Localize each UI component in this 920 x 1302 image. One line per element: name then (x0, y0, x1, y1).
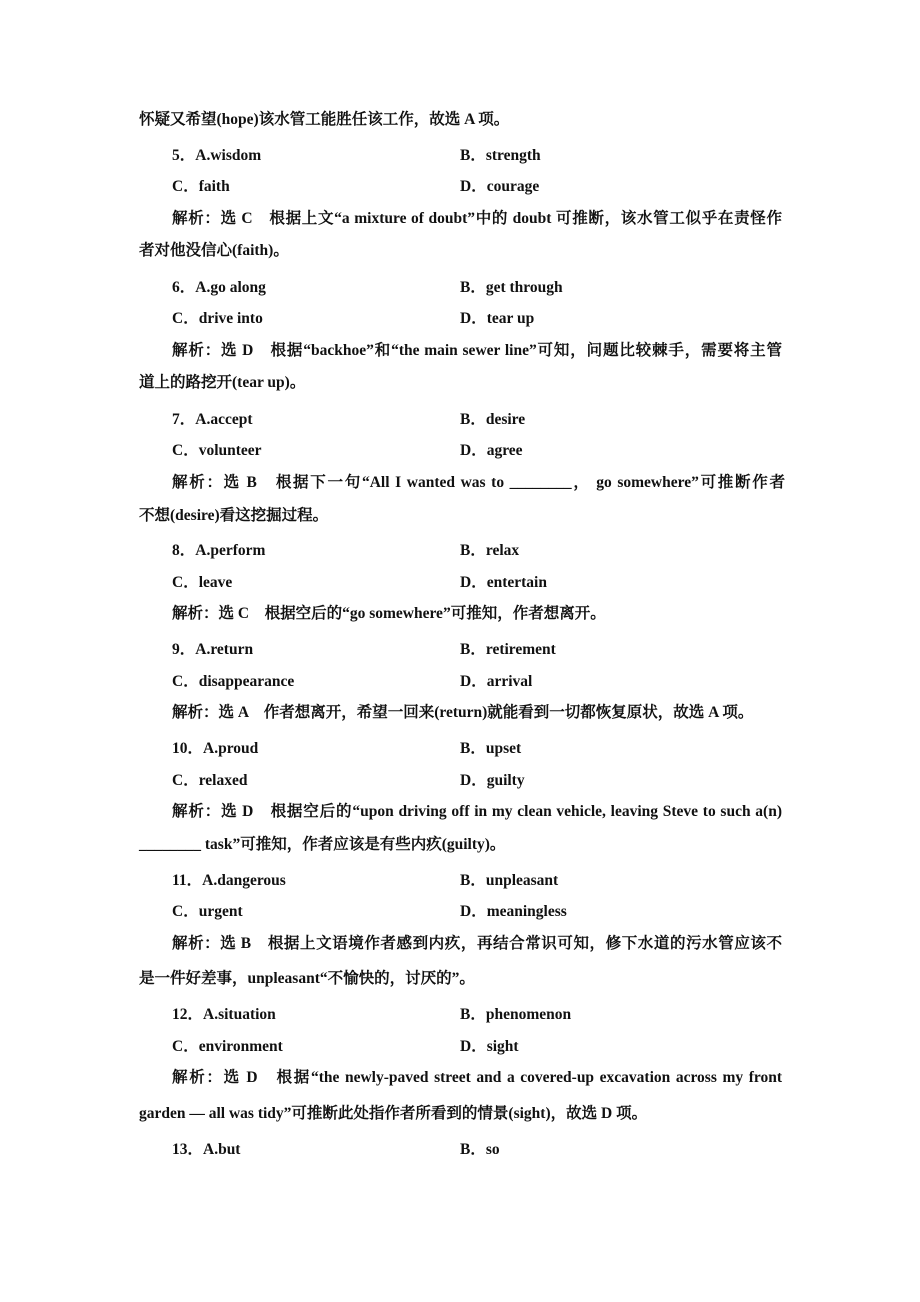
option-b: B．get through (460, 279, 563, 296)
explanation-line: 解析：选 A 作者想离开，希望一回来(return)就能看到一切都恢复原状，故选 A 项。 (172, 704, 754, 721)
explanation-line: ________ task”可推知，作者应该是有些内疚(guilty)。 (139, 836, 506, 853)
explanation-line: 解析：选 C 根据空后的“go somewhere”可推知，作者想离开。 (172, 605, 606, 622)
option-a: 13．A.but (172, 1141, 241, 1158)
option-b: B．relax (460, 542, 520, 559)
option-a: 12．A.situation (172, 1006, 276, 1023)
option-c: C．urgent (172, 903, 243, 920)
option-b: B．desire (460, 411, 526, 428)
option-b: B．unpleasant (460, 872, 559, 889)
option-a: 6．A.go along (172, 279, 266, 296)
option-d: D．entertain (460, 574, 547, 591)
explanation-line: 不想(desire)看这挖掘过程。 (139, 507, 329, 524)
option-d: D．guilty (460, 772, 525, 789)
option-d: D．arrival (460, 673, 533, 690)
option-d: D．sight (460, 1038, 519, 1055)
option-d: D．agree (460, 442, 523, 459)
option-a: 8．A.perform (172, 542, 266, 559)
text-line: 怀疑又希望(hope)该水管工能胜任该工作，故选 A 项。 (139, 111, 510, 128)
option-a: 9．A.return (172, 641, 254, 658)
explanation-line: 道上的路挖开(tear up)。 (139, 374, 306, 391)
option-b: B．upset (460, 740, 522, 757)
explanation-line: garden — all was tidy”可推断此处指作者所看到的情景(sight)，故选 D 项。 (139, 1105, 648, 1122)
option-d: D．tear up (460, 310, 535, 327)
explanation-line: 解析：选 C 根据上文“a mixture of doubt”中的 doubt 可推断，该水管工似乎在责怪作 (172, 210, 782, 227)
explanation-line: 解析：选 B 根据上文语境作者感到内疚，再结合常识可知，修下水道的污水管应该不 (172, 935, 782, 952)
explanation-line: 解析：选 B 根据下一句“All I wanted was to ________， go somewhere”可推断作者 (172, 474, 785, 491)
option-c: C．environment (172, 1038, 283, 1055)
explanation-line: 者对他没信心(faith)。 (139, 242, 289, 259)
option-d: D．meaningless (460, 903, 567, 920)
option-b: B．so (460, 1141, 500, 1158)
option-b: B．strength (460, 147, 541, 164)
option-a: 10．A.proud (172, 740, 259, 757)
option-a: 11．A.dangerous (172, 872, 286, 889)
option-c: C．leave (172, 574, 233, 591)
option-b: B．phenomenon (460, 1006, 572, 1023)
option-c: C．volunteer (172, 442, 262, 459)
explanation-line: 解析：选 D 根据空后的“upon driving off in my clean vehicle, leaving Steve to such a(n) (172, 803, 782, 820)
option-b: B．retirement (460, 641, 556, 658)
option-d: D．courage (460, 178, 540, 195)
explanation-line: 解析：选 D 根据“the newly-paved street and a covered-up excavation across my front (172, 1069, 782, 1086)
option-a: 5．A.wisdom (172, 147, 262, 164)
option-c: C．disappearance (172, 673, 295, 690)
option-c: C．drive into (172, 310, 263, 327)
option-a: 7．A.accept (172, 411, 253, 428)
option-c: C．faith (172, 178, 230, 195)
explanation-line: 解析：选 D 根据“backhoe”和“the main sewer line”可知，问题比较棘手，需要将主管 (172, 342, 782, 359)
option-c: C．relaxed (172, 772, 248, 789)
explanation-line: 是一件好差事，unpleasant“不愉快的，讨厌的”。 (139, 970, 475, 987)
